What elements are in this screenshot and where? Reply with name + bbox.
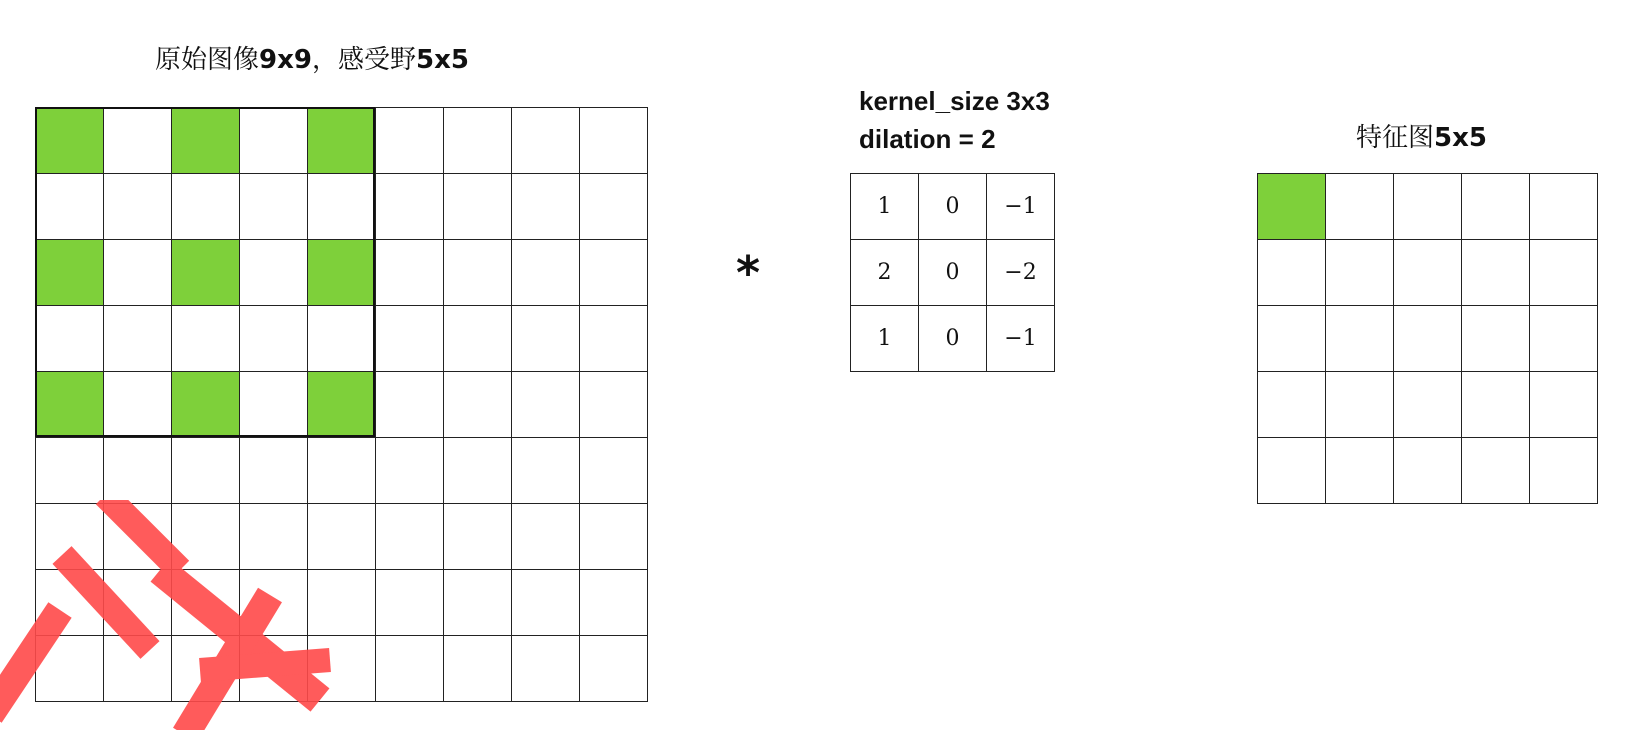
input-cell-r8-c8	[580, 636, 648, 702]
kernel-cell-r2-c0: 1	[851, 306, 919, 372]
input-title-separator: ，感受野	[311, 45, 416, 75]
input-cell-r0-c7	[512, 108, 580, 174]
input-title-prefix: 原始图像	[155, 45, 260, 75]
input-cell-r3-c1	[104, 306, 172, 372]
input-cell-r1-c5	[376, 174, 444, 240]
input-cell-r1-c7	[512, 174, 580, 240]
input-cell-r7-c6	[444, 570, 512, 636]
input-cell-r4-c3	[240, 372, 308, 438]
input-cell-r0-c4	[308, 108, 376, 174]
output-cell-r1-c1	[1326, 240, 1394, 306]
input-cell-r8-c3	[240, 636, 308, 702]
input-cell-r0-c2	[172, 108, 240, 174]
output-title-size: 5x5	[1434, 123, 1487, 153]
kernel-cell-r1-c2: −2	[987, 240, 1055, 306]
input-image-title	[155, 44, 469, 76]
input-cell-r7-c4	[308, 570, 376, 636]
kernel-cell-r1-c1: 0	[919, 240, 987, 306]
input-cell-r3-c0	[36, 306, 104, 372]
input-cell-r1-c4	[308, 174, 376, 240]
input-cell-r0-c3	[240, 108, 308, 174]
input-cell-r1-c1	[104, 174, 172, 240]
input-cell-r5-c8	[580, 438, 648, 504]
output-cell-r3-c3	[1462, 372, 1530, 438]
kernel-cell-r0-c0: 1	[851, 174, 919, 240]
output-cell-r2-c2	[1394, 306, 1462, 372]
input-cell-r5-c4	[308, 438, 376, 504]
input-cell-r5-c2	[172, 438, 240, 504]
input-cell-r6-c0	[36, 504, 104, 570]
input-cell-r6-c1	[104, 504, 172, 570]
kernel-cell-r0-c2: −1	[987, 174, 1055, 240]
output-cell-r1-c2	[1394, 240, 1462, 306]
input-cell-r2-c3	[240, 240, 308, 306]
input-cell-r4-c8	[580, 372, 648, 438]
input-cell-r6-c5	[376, 504, 444, 570]
input-cell-r1-c3	[240, 174, 308, 240]
convolution-operator: *	[736, 246, 761, 300]
input-cell-r4-c7	[512, 372, 580, 438]
input-cell-r5-c5	[376, 438, 444, 504]
input-cell-r7-c7	[512, 570, 580, 636]
input-cell-r1-c6	[444, 174, 512, 240]
input-cell-r0-c6	[444, 108, 512, 174]
output-cell-r0-c1	[1326, 174, 1394, 240]
output-cell-r1-c4	[1530, 240, 1598, 306]
dilation-label: dilation = 2	[859, 124, 996, 154]
input-cell-r1-c0	[36, 174, 104, 240]
kernel-cell-r2-c2: −1	[987, 306, 1055, 372]
input-cell-r5-c3	[240, 438, 308, 504]
kernel-cell-r2-c1: 0	[919, 306, 987, 372]
output-cell-r4-c0	[1258, 438, 1326, 504]
input-cell-r4-c5	[376, 372, 444, 438]
feature-map-grid	[1257, 173, 1598, 504]
input-cell-r8-c1	[104, 636, 172, 702]
output-cell-r2-c0	[1258, 306, 1326, 372]
input-cell-r8-c2	[172, 636, 240, 702]
input-cell-r2-c1	[104, 240, 172, 306]
output-cell-r4-c3	[1462, 438, 1530, 504]
input-cell-r2-c6	[444, 240, 512, 306]
kernel-cell-r1-c0: 2	[851, 240, 919, 306]
input-cell-r8-c7	[512, 636, 580, 702]
input-cell-r2-c0	[36, 240, 104, 306]
input-cell-r0-c5	[376, 108, 444, 174]
output-cell-r1-c3	[1462, 240, 1530, 306]
input-cell-r7-c8	[580, 570, 648, 636]
input-cell-r6-c3	[240, 504, 308, 570]
input-cell-r6-c4	[308, 504, 376, 570]
input-cell-r2-c2	[172, 240, 240, 306]
output-cell-r3-c4	[1530, 372, 1598, 438]
output-cell-r3-c2	[1394, 372, 1462, 438]
output-title-prefix: 特征图	[1356, 123, 1435, 153]
output-cell-r0-c3	[1462, 174, 1530, 240]
output-cell-r0-c2	[1394, 174, 1462, 240]
input-cell-r3-c5	[376, 306, 444, 372]
input-cell-r4-c6	[444, 372, 512, 438]
output-cell-r4-c2	[1394, 438, 1462, 504]
input-cell-r2-c7	[512, 240, 580, 306]
input-cell-r2-c5	[376, 240, 444, 306]
input-cell-r8-c0	[36, 636, 104, 702]
output-cell-r1-c0	[1258, 240, 1326, 306]
input-cell-r1-c2	[172, 174, 240, 240]
input-cell-r3-c4	[308, 306, 376, 372]
input-cell-r7-c0	[36, 570, 104, 636]
output-cell-r3-c1	[1326, 372, 1394, 438]
kernel-size-label: kernel_size 3x3	[859, 86, 1050, 116]
input-cell-r2-c4	[308, 240, 376, 306]
input-cell-r6-c2	[172, 504, 240, 570]
output-cell-r0-c4	[1530, 174, 1598, 240]
input-cell-r3-c6	[444, 306, 512, 372]
input-cell-r4-c0	[36, 372, 104, 438]
input-cell-r5-c0	[36, 438, 104, 504]
output-cell-r2-c3	[1462, 306, 1530, 372]
input-cell-r8-c6	[444, 636, 512, 702]
input-title-receptive-field: 5x5	[415, 45, 469, 75]
input-cell-r1-c8	[580, 174, 648, 240]
input-cell-r6-c8	[580, 504, 648, 570]
kernel-cell-r0-c1: 0	[919, 174, 987, 240]
output-cell-r0-c0	[1258, 174, 1326, 240]
input-cell-r5-c6	[444, 438, 512, 504]
kernel-grid	[850, 173, 1055, 372]
input-cell-r7-c1	[104, 570, 172, 636]
output-cell-r2-c1	[1326, 306, 1394, 372]
output-cell-r4-c4	[1530, 438, 1598, 504]
output-cell-r4-c1	[1326, 438, 1394, 504]
input-cell-r8-c4	[308, 636, 376, 702]
kernel-label	[859, 82, 1050, 158]
input-cell-r3-c2	[172, 306, 240, 372]
input-cell-r5-c1	[104, 438, 172, 504]
output-cell-r3-c0	[1258, 372, 1326, 438]
input-title-size: 9x9	[259, 45, 312, 75]
input-cell-r4-c1	[104, 372, 172, 438]
input-cell-r0-c8	[580, 108, 648, 174]
input-cell-r7-c5	[376, 570, 444, 636]
input-cell-r4-c2	[172, 372, 240, 438]
input-cell-r7-c2	[172, 570, 240, 636]
input-cell-r4-c4	[308, 372, 376, 438]
input-cell-r3-c3	[240, 306, 308, 372]
input-cell-r0-c1	[104, 108, 172, 174]
input-cell-r7-c3	[240, 570, 308, 636]
input-cell-r5-c7	[512, 438, 580, 504]
input-cell-r6-c6	[444, 504, 512, 570]
input-cell-r3-c8	[580, 306, 648, 372]
input-cell-r2-c8	[580, 240, 648, 306]
input-image-grid	[35, 107, 648, 702]
output-cell-r2-c4	[1530, 306, 1598, 372]
feature-map-title	[1356, 122, 1487, 154]
input-cell-r8-c5	[376, 636, 444, 702]
input-cell-r6-c7	[512, 504, 580, 570]
input-cell-r3-c7	[512, 306, 580, 372]
input-cell-r0-c0	[36, 108, 104, 174]
